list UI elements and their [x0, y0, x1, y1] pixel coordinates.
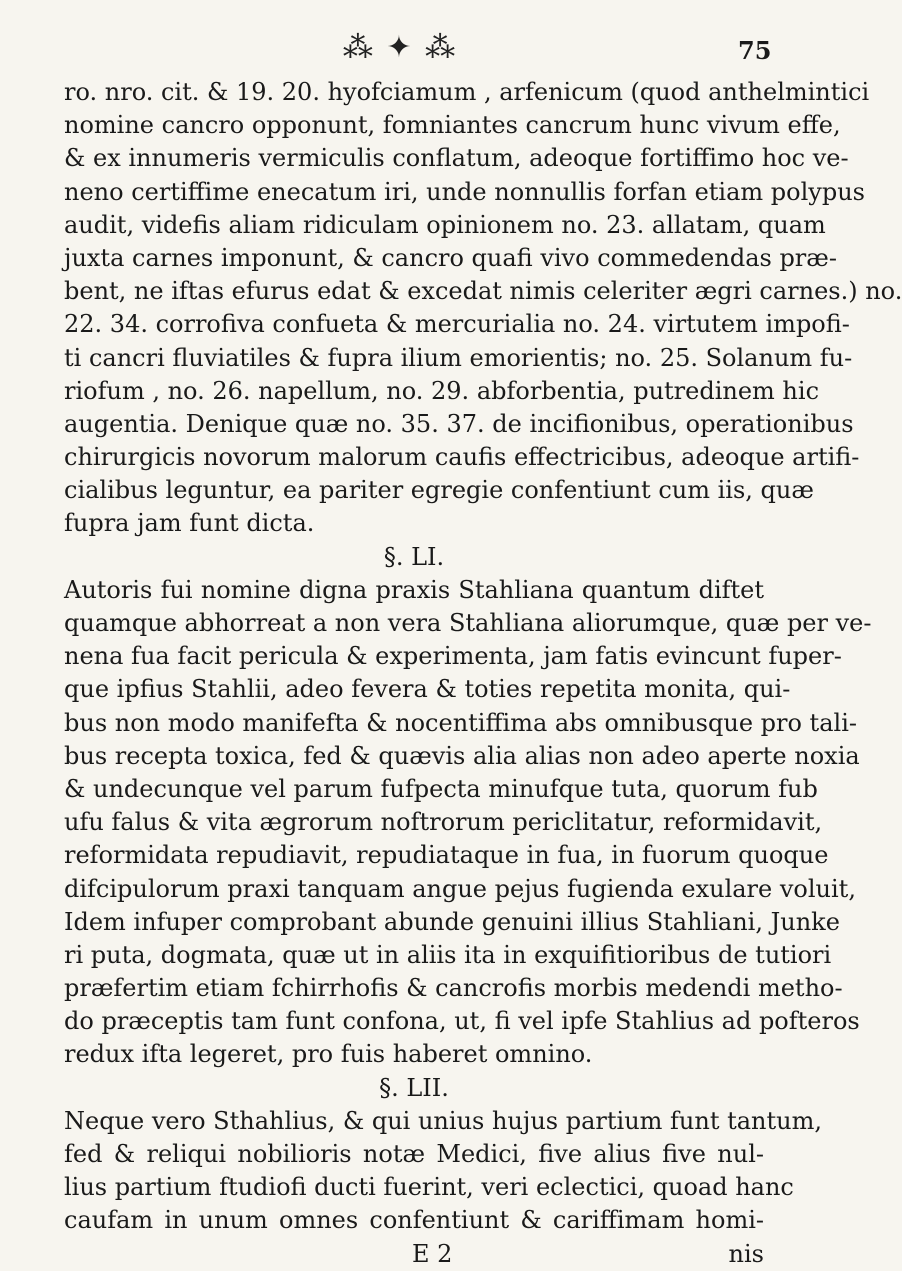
header-ornament: ⁂ ✦ ⁂	[342, 30, 458, 65]
text-line: juxta carnes imponunt, & cancro quafi vivo commedendas præ-	[64, 243, 837, 272]
text-line: fupra jam funt dicta.	[64, 509, 315, 538]
text-line: nomine cancro opponunt, fomniantes cancrum hunc vivum effe,	[64, 111, 841, 140]
text-line: reformidata repudiavit, repudiataque in fua, in fuorum quoque	[64, 841, 829, 870]
text-line: cialibus leguntur, ea pariter egregie confentiunt cum iis, quæ	[64, 476, 814, 505]
text-line: redux ifta legeret, pro fuis haberet omnino.	[64, 1040, 593, 1069]
text-line: audit, videfis aliam ridiculam opinionem no. 23. allatam, quam	[64, 210, 826, 239]
text-line: Autoris fui nomine digna praxis Stahliana quantum diftet	[64, 575, 764, 604]
text-line: Idem infuper comprobant abunde genuini illius Stahliani, Junke	[64, 907, 840, 936]
text-line: Neque vero Sthahlius, & qui unius hujus partium funt tantum,	[64, 1106, 823, 1135]
text-line: difcipulorum praxi tanquam angue pejus fugienda exulare voluit,	[64, 874, 856, 903]
text-line: do præceptis tam funt confona, ut, fi vel ipfe Stahlius ad pofteros	[64, 1007, 860, 1036]
text-line: bent, ne iftas efurus edat & excedat nimis celeriter ægri carnes.) no.	[64, 277, 902, 306]
text-line: lius partium ftudiofi ducti fuerint, veri eclectici, quoad hanc	[64, 1173, 794, 1202]
text-line: ro. nro. cit. & 19. 20. hyofciamum , arfenicum (quod anthelmintici	[64, 78, 870, 106]
text-line: fed & reliqui nobilioris notæ Medici, five alius five nul-	[64, 1140, 764, 1168]
text-line: riofum , no. 26. napellum, no. 29. abforbentia, putredinem hic	[64, 376, 820, 405]
page-number: 75	[738, 36, 772, 65]
text-line: præfertim etiam fchirrhofis & cancrofis morbis medendi metho-	[64, 974, 843, 1003]
catchword: nis	[728, 1239, 764, 1268]
text-line: que ipfius Stahlii, adeo fevera & toties repetita monita, qui-	[64, 675, 791, 704]
signature-mark: E 2	[412, 1239, 453, 1268]
text-line: ufu falus & vita ægrorum noftrorum periclitatur, reformidavit,	[64, 808, 823, 837]
text-line: bus non modo manifefta & nocentiffima abs omnibusque pro tali-	[64, 708, 857, 737]
text-line: caufam in unum omnes confentiunt & cariffimam homi-	[64, 1206, 764, 1235]
text-line: augentia. Denique quæ no. 35. 37. de incifionibus, operationibus	[64, 409, 854, 438]
text-line: chirurgicis novorum malorum caufis effectricibus, adeoque artifi-	[64, 443, 860, 472]
text-line: & ex innumeris vermiculis conflatum, adeoque fortiffimo hoc ve-	[64, 144, 849, 173]
body-text	[64, 76, 902, 1271]
text-line: bus recepta toxica, fed & quævis alia alias non adeo aperte noxia	[64, 741, 860, 770]
text-line: ti cancri fluviatiles & fupra ilium emorientis; no. 25. Solanum fu-	[64, 343, 853, 372]
text-line: quamque abhorreat a non vera Stahliana aliorumque, quæ per ve-	[64, 609, 872, 637]
text-line: ri puta, dogmata, quæ ut in aliis ita in exquifitioribus de tutiori	[64, 940, 832, 969]
text-line: neno certiffime enecatum iri, unde nonnullis forfan etiam polypus	[64, 177, 865, 206]
text-line: nena fua facit pericula & experimenta, jam fatis evincunt fuper-	[64, 642, 842, 671]
section-heading: §. LII.	[379, 1073, 449, 1102]
text-line: & undecunque vel parum fufpecta minufque tuta, quorum fub	[64, 774, 818, 803]
text-line: 22. 34. corrofiva confueta & mercurialia no. 24. virtutem impofi-	[64, 310, 850, 339]
section-heading: §. LI.	[383, 542, 445, 571]
page-footer	[64, 1238, 764, 1271]
